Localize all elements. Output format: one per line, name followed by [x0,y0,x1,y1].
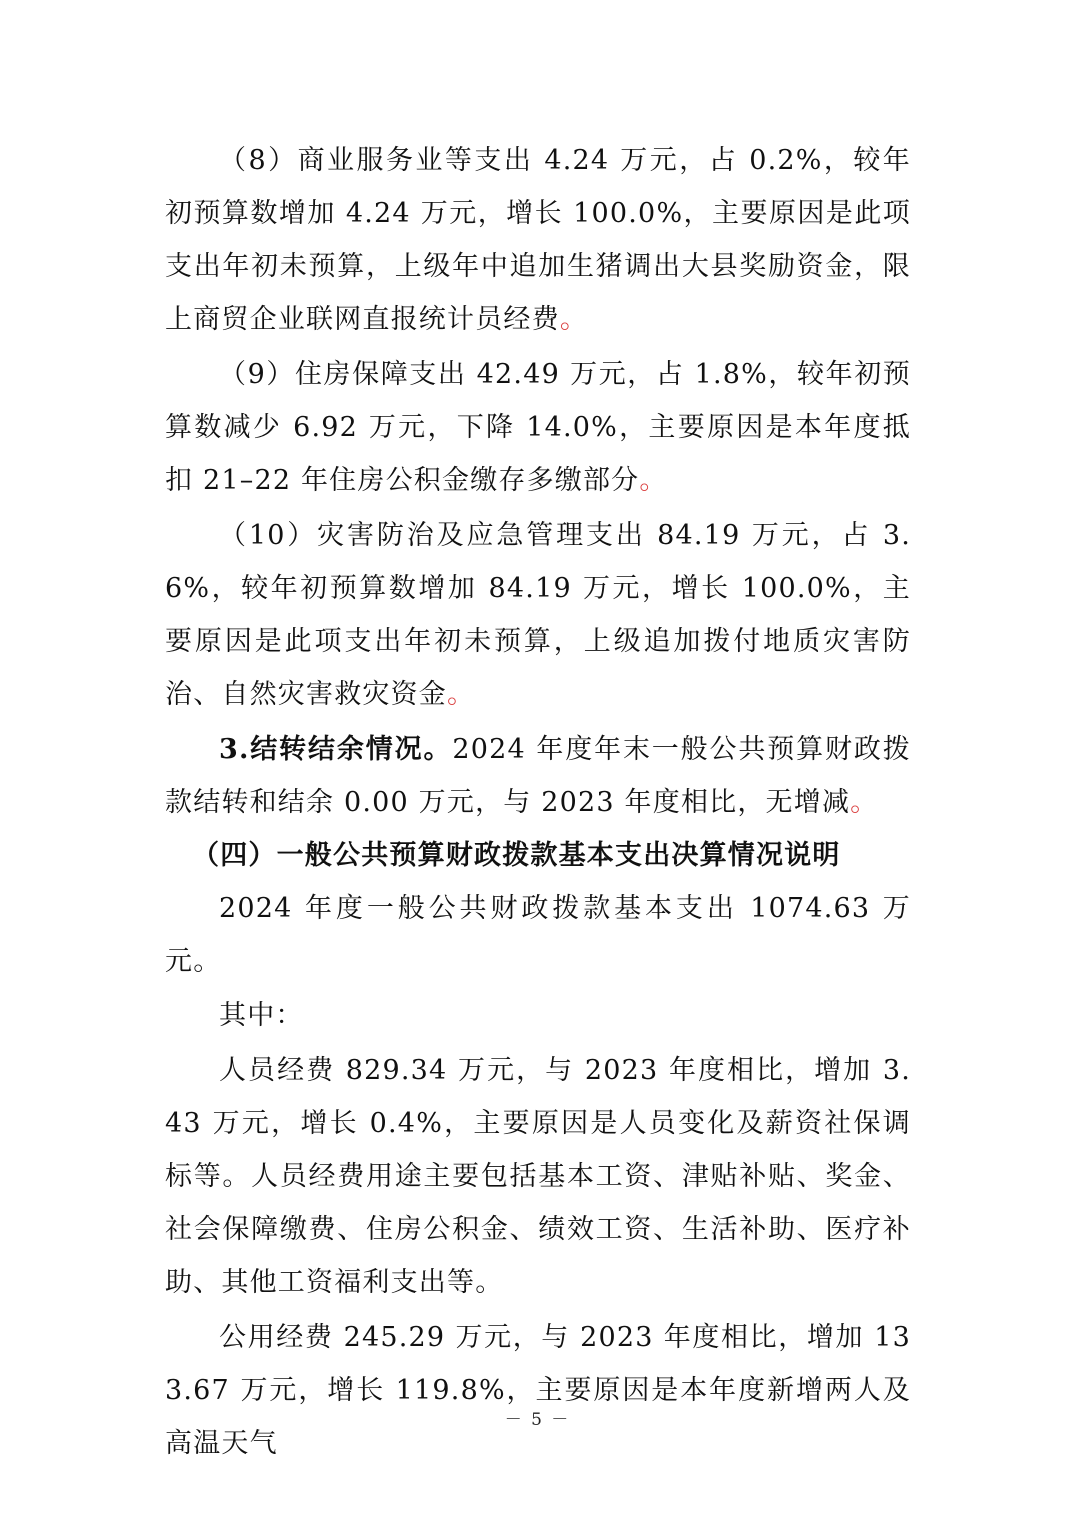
paragraph-public-expenses: 公用经费 245.29 万元，与 2023 年度相比，增加 133.67 万元，增长 119.8%，主要原因是本年度新增两人及高温天气 [165,1322,911,1459]
paragraph-text: 2024 年度年末一般公共预算财政拨款结转和结余 0.00 万元，与 2023 年度相比，无增减 [165,734,911,818]
paragraph-carryover [165,723,911,829]
paragraph-end-mark: 。 [447,679,476,710]
paragraph-text: （8）商业服务业等支出 4.24 万元，占 0.2%，较年初预算数增加 4.24 万元，增长 100.0%，主要原因是此项支出年初未预算，上级年中追加生猪调出大县奖励资金，限上商贸企业联网直报统计员经费 [165,145,911,335]
section-heading: （四）一般公共预算财政拨款基本支出决算情况说明 [192,840,841,871]
page-number: － 5 － [504,1410,571,1430]
paragraph-among: 其中： [219,1000,304,1031]
paragraph-end-mark: 。 [850,787,879,818]
paragraph-basic-total: 2024 年度一般公共财政拨款基本支出 1074.63 万元。 [165,893,911,977]
paragraph-text: （10）灾害防治及应急管理支出 84.19 万元，占 3.6%，较年初预算数增加 84.19 万元，增长 100.0%，主要原因是此项支出年初未预算，上级追加拨付地质灾害防治、自然灾害救灾资金 [165,520,911,710]
paragraph-personnel-expenses: 人员经费 829.34 万元，与 2023 年度相比，增加 3.43 万元，增长 0.4%，主要原因是人员变化及薪资社保调标等。人员经费用途主要包括基本工资、津贴补贴、奖金、社会保障缴费、住房公积金、绩效工资、生活补助、医疗补助、其他工资福利支出等。 [165,1055,911,1298]
paragraph-housing-security [165,348,911,507]
paragraph-end-mark: 。 [559,304,589,335]
paragraph-text: （9）住房保障支出 42.49 万元，占 1.8%，较年初预算数减少 6.92 万元，下降 14.0%，主要原因是本年度抵扣 21–22 年住房公积金缴存多缴部分 [165,359,911,496]
paragraph-commercial-services [165,134,911,346]
paragraph-disaster-prevention [165,509,911,721]
carryover-label: 3.结转结余情况。 [219,734,453,765]
paragraph-end-mark: 。 [639,465,668,496]
document-body [165,134,911,1470]
